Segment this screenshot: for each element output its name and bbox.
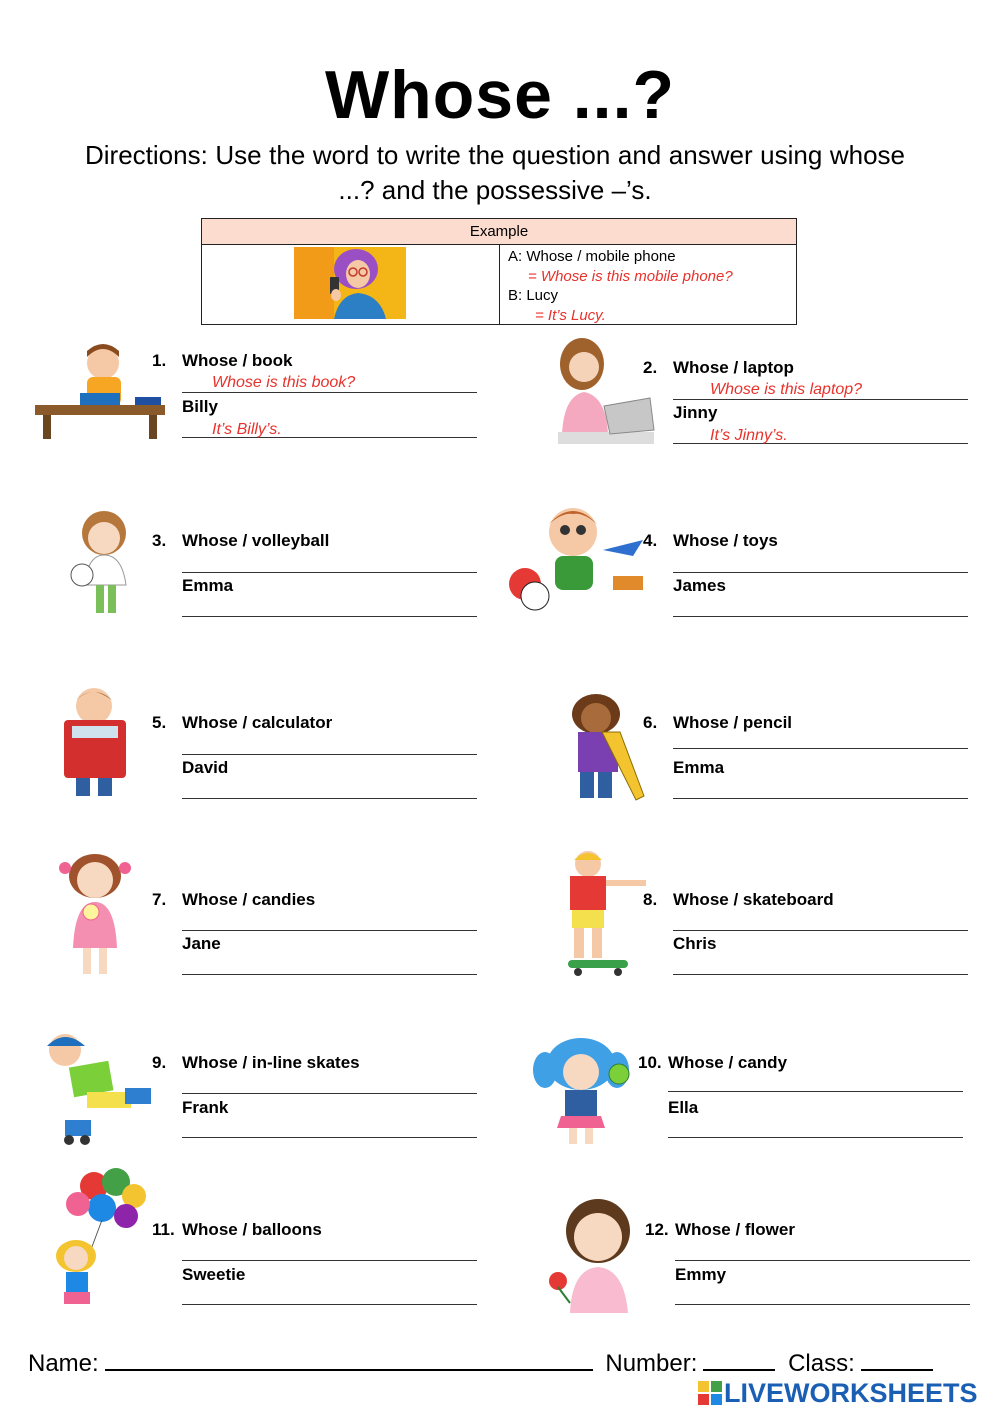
name-field[interactable] bbox=[105, 1347, 593, 1371]
boy-on-inline-skates-picture bbox=[35, 1028, 157, 1146]
example-box bbox=[201, 218, 797, 325]
number-label: Number: bbox=[605, 1350, 698, 1377]
girl-with-balloons-picture bbox=[42, 1160, 147, 1312]
answer-line[interactable] bbox=[675, 1304, 970, 1305]
question-answer-line[interactable] bbox=[182, 754, 477, 755]
boy-on-skateboard-picture bbox=[548, 848, 650, 978]
exercise-item-11 bbox=[152, 1220, 482, 1340]
woman-with-phone-picture bbox=[294, 247, 406, 319]
item-prompt: 10. Whose / candy bbox=[638, 1053, 788, 1072]
answer-line[interactable] bbox=[182, 1137, 477, 1138]
exercise-item-2 bbox=[643, 358, 973, 478]
girl-with-laptop-picture bbox=[556, 334, 656, 444]
exercise-item-10 bbox=[638, 1053, 968, 1173]
owner-name: Frank bbox=[182, 1098, 229, 1117]
boy-with-calculator-picture bbox=[60, 684, 130, 804]
boy-reading-book-picture bbox=[35, 343, 165, 439]
example-b-prompt: B: Lucy bbox=[508, 287, 559, 304]
owner-name: James bbox=[673, 576, 726, 595]
question-answer[interactable]: Whose is this book? bbox=[212, 374, 356, 391]
item-prompt: 8. Whose / skateboard bbox=[643, 890, 834, 909]
exercise-item-4 bbox=[643, 531, 973, 651]
question-answer-line[interactable] bbox=[182, 1260, 477, 1261]
item-prompt: 4. Whose / toys bbox=[643, 531, 778, 550]
boy-with-toys-picture bbox=[503, 500, 648, 618]
answer-line[interactable] bbox=[182, 974, 477, 975]
owner-name: Emma bbox=[182, 576, 234, 595]
directions bbox=[85, 138, 905, 208]
answer-line[interactable] bbox=[673, 798, 968, 799]
answer-line[interactable] bbox=[182, 1304, 477, 1305]
item-prompt: 6. Whose / pencil bbox=[643, 713, 793, 732]
item-prompt: 1. Whose / book bbox=[152, 351, 293, 370]
example-b-answer: = It’s Lucy. bbox=[535, 306, 606, 324]
owner-name: Billy bbox=[182, 397, 218, 416]
exercise-item-12 bbox=[645, 1220, 975, 1340]
girl-with-candy-picture bbox=[533, 1034, 633, 1146]
question-answer[interactable]: Whose is this laptop? bbox=[710, 381, 863, 398]
name-label: Name: bbox=[28, 1350, 99, 1377]
example-a-answer: = Whose is this mobile phone? bbox=[528, 267, 733, 285]
item-prompt: 3. Whose / volleyball bbox=[152, 531, 330, 550]
answer-line[interactable] bbox=[182, 616, 477, 617]
liveworksheets-logo: LIVEWORKSHEETS bbox=[698, 1378, 978, 1409]
class-label: Class: bbox=[788, 1350, 855, 1377]
exercise-item-1 bbox=[152, 351, 482, 471]
example-header: Example bbox=[202, 219, 796, 245]
question-answer-line[interactable] bbox=[182, 572, 477, 573]
possessive-answer[interactable]: It’s Billy’s. bbox=[212, 421, 282, 438]
exercise-item-6 bbox=[643, 713, 973, 833]
item-prompt: 7. Whose / candies bbox=[152, 890, 316, 909]
item-prompt: 2. Whose / laptop bbox=[643, 358, 794, 377]
item-prompt: 11. Whose / balloons bbox=[152, 1220, 322, 1239]
answer-line[interactable] bbox=[673, 974, 968, 975]
owner-name: Ella bbox=[668, 1098, 699, 1117]
owner-name: Emmy bbox=[675, 1265, 727, 1284]
example-a-prompt: A: Whose / mobile phone bbox=[508, 248, 676, 265]
page-title: Whose ...? bbox=[325, 57, 675, 133]
owner-name: Jane bbox=[182, 934, 221, 953]
exercise-item-8 bbox=[643, 890, 973, 1010]
directions-label: Directions: bbox=[85, 140, 208, 170]
girl-with-flower-picture bbox=[546, 1195, 644, 1313]
answer-line[interactable] bbox=[182, 798, 477, 799]
class-field[interactable] bbox=[861, 1347, 933, 1371]
footer bbox=[28, 1347, 939, 1378]
owner-name: Emma bbox=[673, 758, 725, 777]
answer-line[interactable] bbox=[668, 1137, 963, 1138]
question-answer-line[interactable] bbox=[673, 399, 968, 400]
owner-name: Jinny bbox=[673, 403, 718, 422]
question-answer-line[interactable] bbox=[675, 1260, 970, 1261]
item-prompt: 12. Whose / flower bbox=[645, 1220, 795, 1239]
question-answer-line[interactable] bbox=[668, 1091, 963, 1092]
liveworksheets-logo-icon bbox=[698, 1381, 722, 1405]
possessive-answer[interactable]: It’s Jinny’s. bbox=[710, 427, 788, 444]
exercise-item-5 bbox=[152, 713, 482, 833]
question-answer-line[interactable] bbox=[673, 572, 968, 573]
exercise-item-3 bbox=[152, 531, 482, 651]
exercise-item-7 bbox=[152, 890, 482, 1010]
item-prompt: 5. Whose / calculator bbox=[152, 713, 333, 732]
item-prompt: 9. Whose / in-line skates bbox=[152, 1053, 360, 1072]
answer-line[interactable] bbox=[673, 616, 968, 617]
directions-text: Use the word to write the question and answer using whose ...? and the possessive –’s. bbox=[207, 140, 905, 205]
owner-name: Chris bbox=[673, 934, 717, 953]
girl-with-pencil-picture bbox=[556, 692, 648, 804]
owner-name: David bbox=[182, 758, 229, 777]
example-text bbox=[508, 247, 793, 325]
owner-name: Sweetie bbox=[182, 1265, 246, 1284]
exercise-item-9 bbox=[152, 1053, 482, 1173]
question-answer-line[interactable] bbox=[182, 1093, 477, 1094]
girl-with-volleyball-picture bbox=[70, 505, 145, 620]
question-answer-line[interactable] bbox=[182, 930, 477, 931]
example-image-cell bbox=[202, 245, 500, 325]
question-answer-line[interactable] bbox=[673, 930, 968, 931]
question-answer-line[interactable] bbox=[673, 748, 968, 749]
girl-with-candies-picture bbox=[55, 848, 137, 983]
question-answer-line[interactable] bbox=[182, 392, 477, 393]
number-field[interactable] bbox=[703, 1347, 775, 1371]
